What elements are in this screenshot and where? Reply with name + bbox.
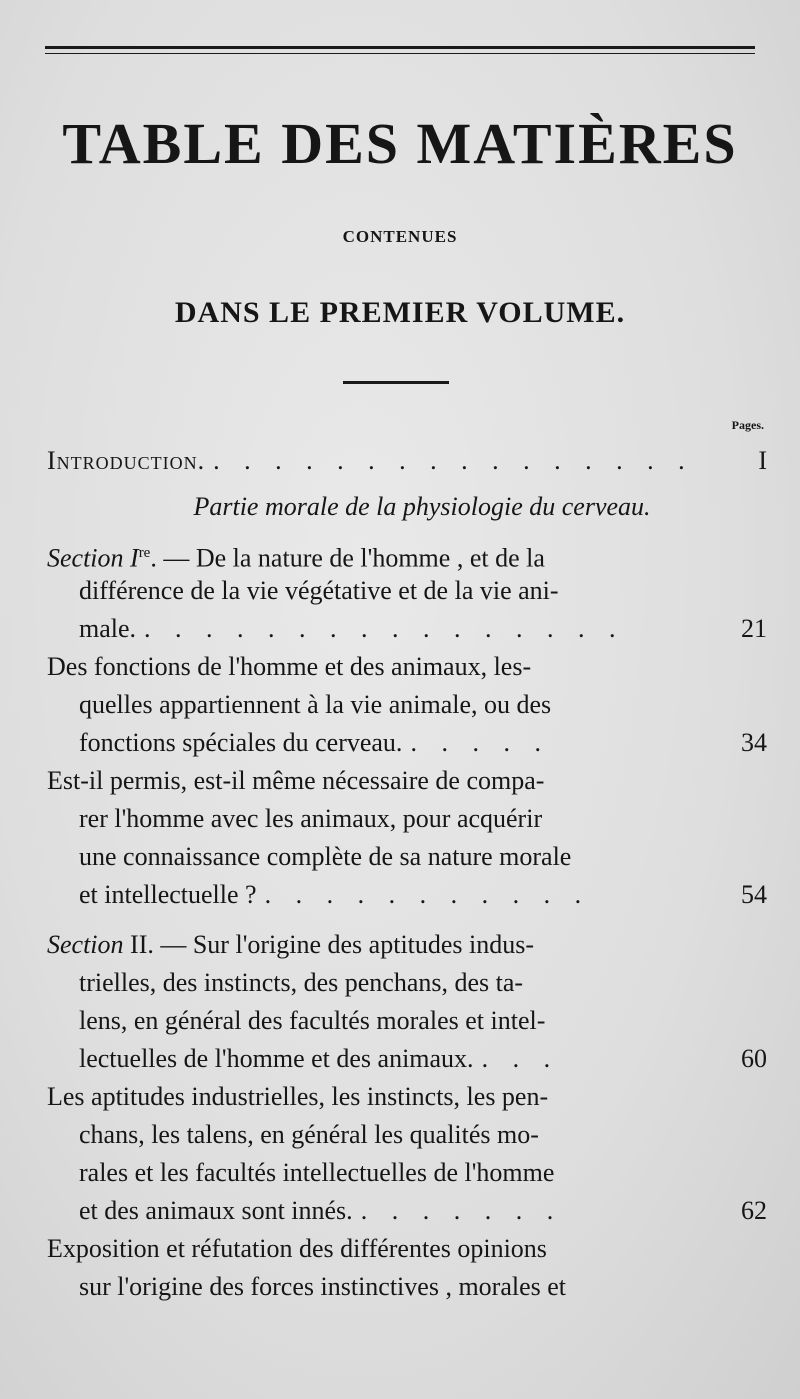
section-label: Section [47, 930, 124, 959]
toc-entry-line: trielles, des instincts, des penchans, des ta- [79, 968, 524, 997]
page-number: 54 [741, 880, 767, 909]
toc-entry[interactable] [47, 534, 767, 648]
page-number: 62 [741, 1196, 767, 1225]
leader-dots: . . . . . . . . . . . . . . . . [213, 446, 694, 475]
toc-entry-text: II. — Sur l'origine des aptitudes indus- [123, 930, 535, 959]
toc-entry-line: Les aptitudes industrielles, les instincts, les pen- [47, 1082, 549, 1111]
toc-entry-last-line [47, 876, 767, 914]
toc-entry-line: une connaissance complète de sa nature morale [79, 842, 572, 871]
page-number: 21 [741, 614, 767, 643]
top-double-rule-thick [45, 46, 755, 49]
section-label: Section I [47, 543, 139, 573]
toc-entry-line: quelles appartiennent à la vie animale, ou des [79, 690, 552, 719]
toc-entry[interactable] [47, 762, 767, 914]
toc-entry-text: lectuelles de l'homme et des animaux. [79, 1044, 474, 1073]
toc-entry-label: Introduction. [47, 446, 206, 475]
page-number: 60 [741, 1044, 767, 1073]
toc-entry-line: rer l'homme avec les animaux, pour acquérir [79, 804, 543, 833]
section-divider [343, 381, 449, 384]
toc-entry[interactable] [47, 1230, 767, 1306]
page-subtitle: CONTENUES [342, 227, 458, 246]
toc-entry-text: fonctions spéciales du cerveau. [79, 728, 403, 757]
toc-entry-text: et des animaux sont innés. [79, 1196, 353, 1225]
page-number: I [758, 446, 767, 475]
section-ordinal-sup: re [138, 545, 151, 561]
table-of-contents [47, 442, 767, 1306]
toc-entry-line: différence de la vie végétative et de la vie ani- [79, 576, 559, 605]
leader-dots: . . . . . . . . . . . [264, 880, 591, 909]
volume-heading: DANS LE PREMIER VOLUME. [174, 296, 626, 329]
toc-entry-line: chans, les talens, en général les qualités mo- [79, 1120, 539, 1149]
toc-entry[interactable] [47, 648, 767, 762]
toc-entry-last-line [47, 1192, 767, 1230]
toc-entry-last-line [47, 1040, 767, 1078]
toc-entry-line: Des fonctions de l'homme et des animaux, les- [47, 652, 532, 681]
toc-entry-introduction[interactable] [47, 442, 767, 480]
page-number: 34 [741, 728, 767, 757]
toc-entry-last-line [47, 724, 767, 762]
toc-entry-line: Est-il permis, est-il même nécessaire de compa- [47, 766, 545, 795]
top-double-rule-thin [45, 53, 755, 54]
leader-dots: . . . . . . . . . . . . . . . . [144, 614, 625, 643]
part-heading: Partie morale de la physiologie du cerveau. [193, 492, 651, 521]
pages-column-label: Pages. [731, 418, 764, 432]
page-title: TABLE DES MATIÈRES [62, 111, 738, 176]
toc-entry-line: sur l'origine des forces instinctives , morales et [79, 1272, 567, 1301]
leader-dots: . . . [481, 1044, 560, 1073]
leader-dots: . . . . . [410, 728, 550, 757]
toc-entry-line: lens, en général des facultés morales et intel- [79, 1006, 546, 1035]
toc-entry-text: . — De la nature de l'homme , et de la [150, 543, 545, 573]
toc-entry-line: rales et les facultés intellectuelles de l'homme [79, 1158, 555, 1187]
toc-entry-line [47, 926, 767, 964]
toc-entry-line: Exposition et réfutation des différentes opinions [47, 1234, 547, 1263]
toc-entry[interactable] [47, 926, 767, 1078]
toc-entry-text: male. [79, 614, 137, 643]
toc-entry-text: et intellectuelle ? [79, 880, 257, 909]
toc-entry-line [47, 534, 767, 572]
leader-dots: . . . . . . . [360, 1196, 563, 1225]
toc-entry[interactable] [47, 1078, 767, 1230]
toc-entry-last-line [47, 610, 767, 648]
